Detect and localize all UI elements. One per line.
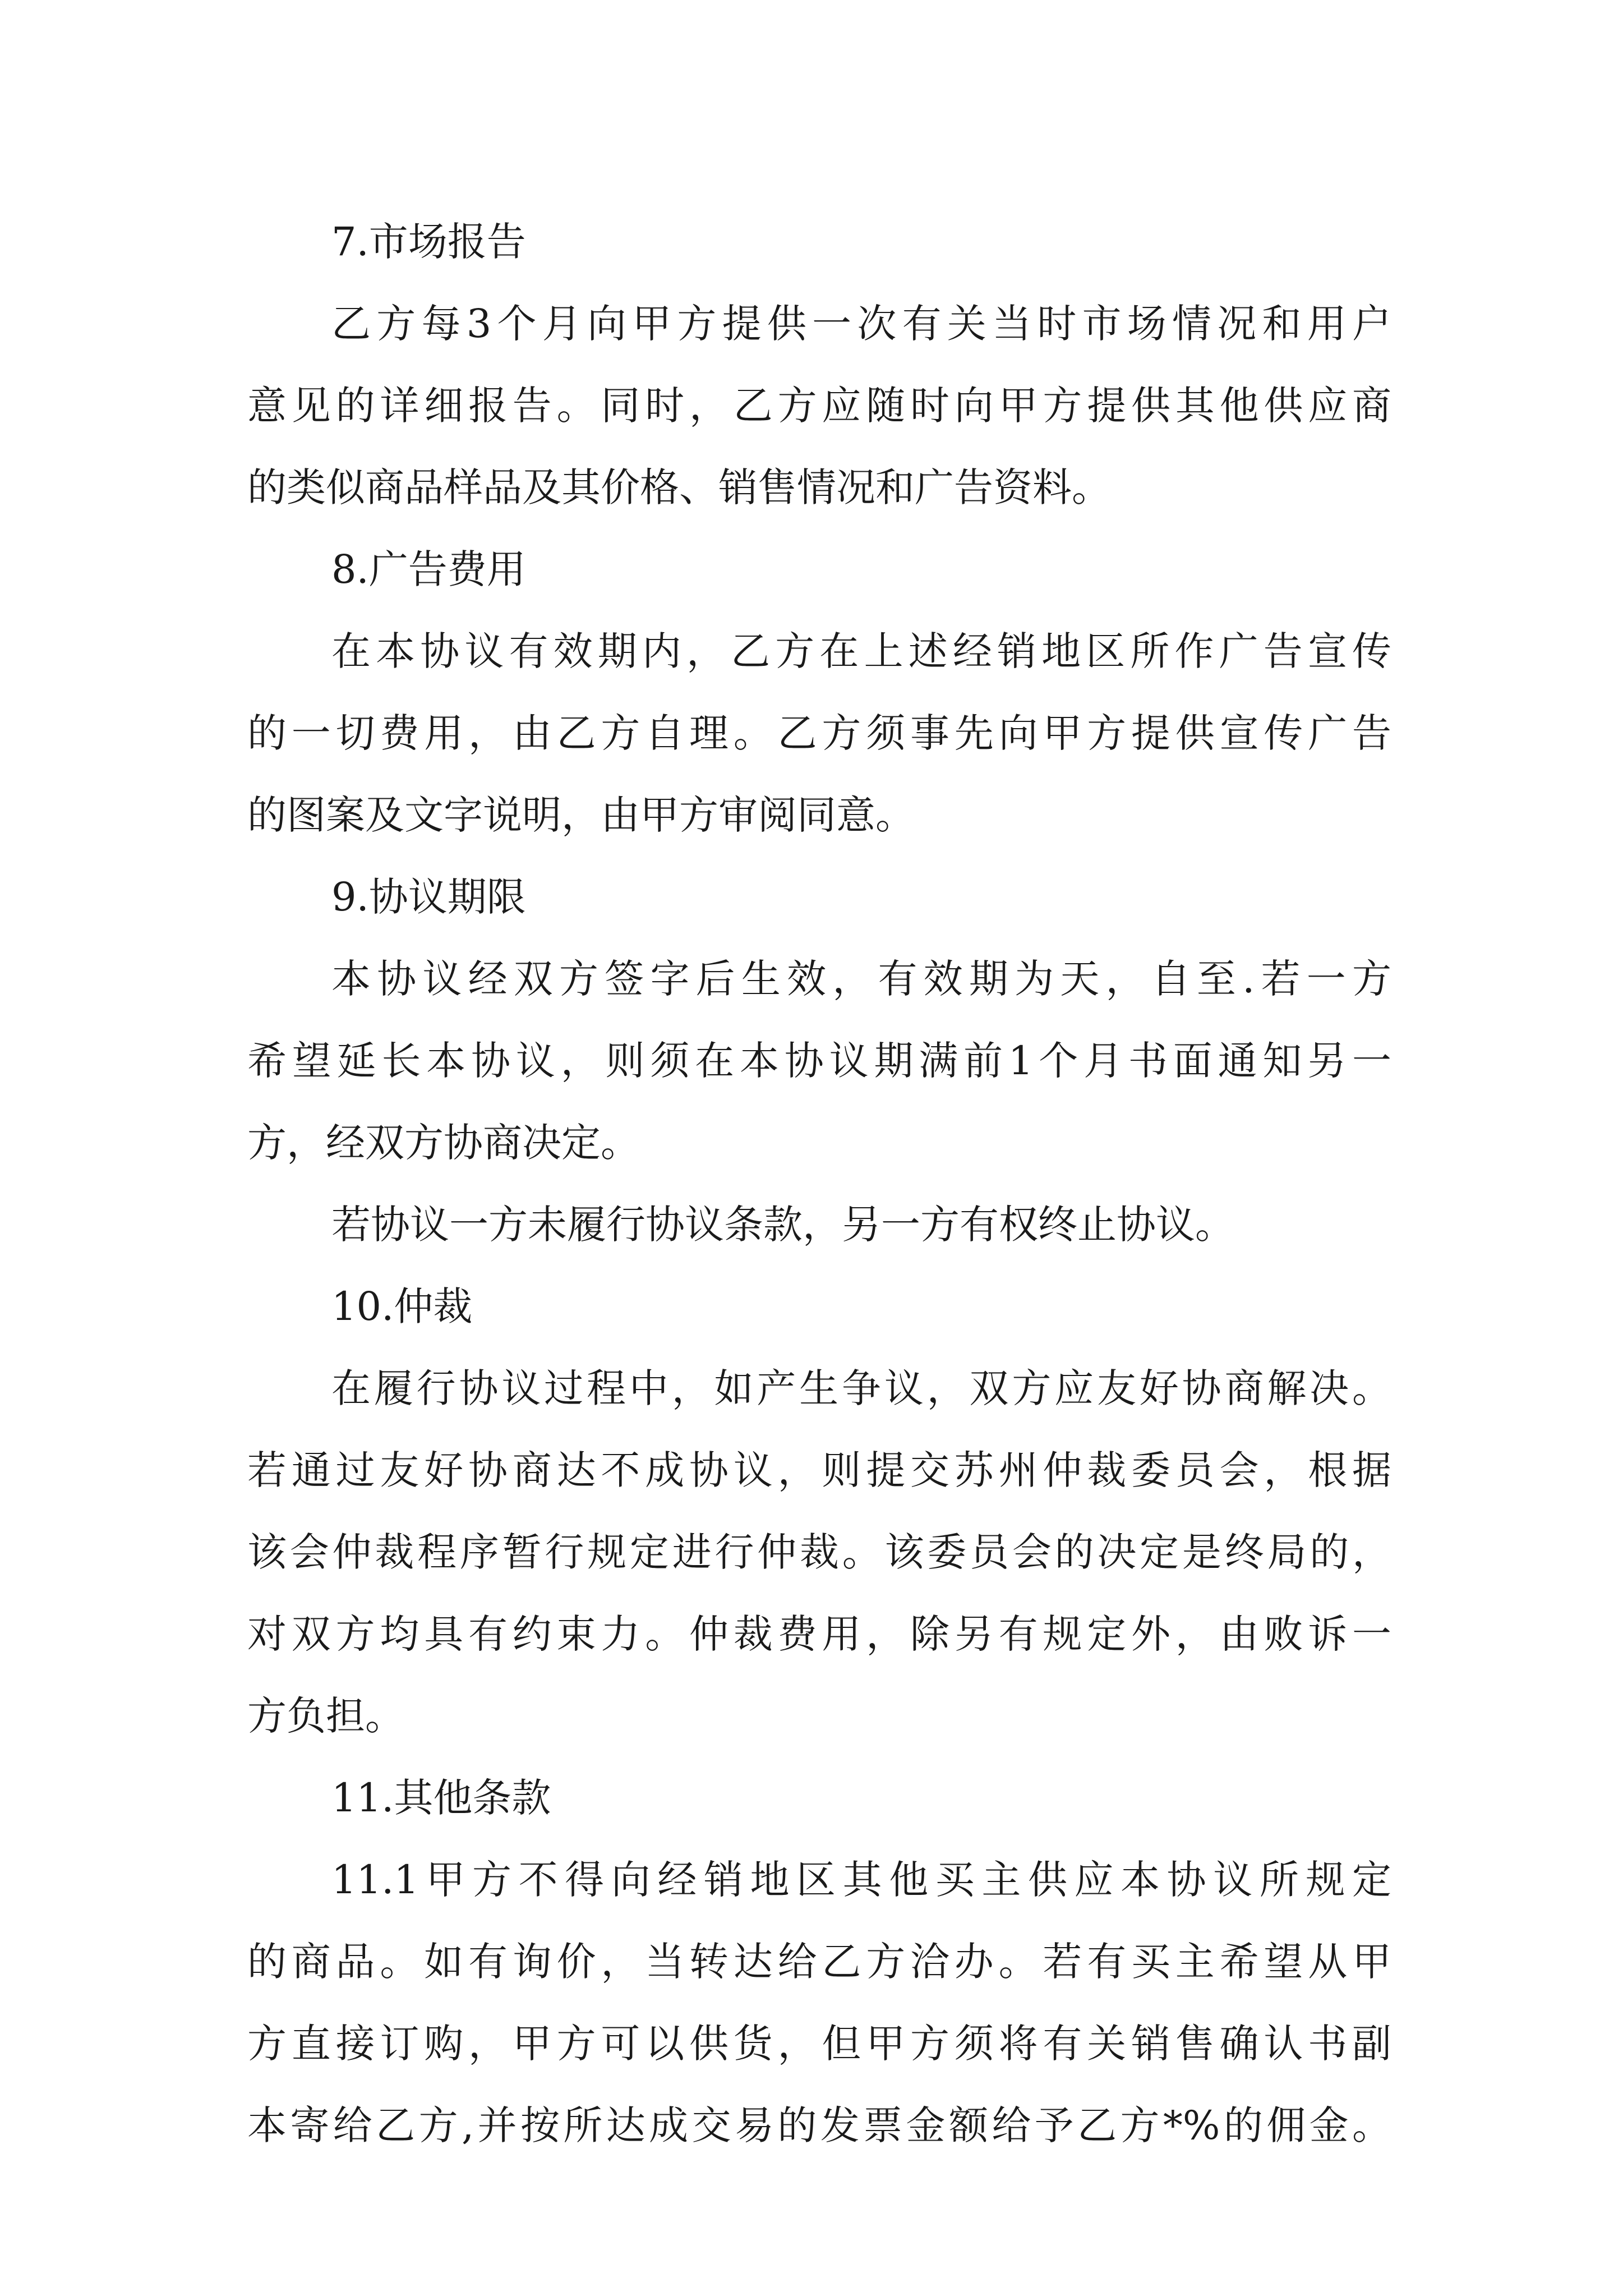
paragraph-line: 在本协议有效期内，乙方在上述经销地区所作广告宣传 xyxy=(331,628,1391,674)
paragraph-line: 的一切费用，由乙方自理。乙方须事先向甲方提供宣传广告 xyxy=(247,710,1391,756)
paragraph-line: 的图案及文字说明，由甲方审阅同意。 xyxy=(247,792,915,838)
paragraph-line: 本寄给乙方,并按所达成交易的发票金额给予乙方*%的佣金。 xyxy=(247,2102,1391,2148)
paragraph-line: 乙方每3个月向甲方提供一次有关当时市场情况和用户 xyxy=(331,301,1391,347)
section-heading-arbitration: 10.仲裁 xyxy=(331,1283,473,1329)
paragraph-line: 方，经双方协商决定。 xyxy=(247,1120,640,1166)
paragraph-line: 对双方均具有约束力。仲裁费用，除另有规定外，由败诉一 xyxy=(247,1611,1391,1657)
paragraph-line: 希望延长本协议，则须在本协议期满前1个月书面通知另一 xyxy=(247,1038,1391,1084)
document-body xyxy=(247,201,1391,2166)
paragraph-line: 意见的详细报告。同时，乙方应随时向甲方提供其他供应商 xyxy=(247,383,1391,429)
paragraph-line: 本协议经双方签字后生效，有效期为天，自至.若一方 xyxy=(331,956,1391,1002)
section-heading-market-report: 7.市场报告 xyxy=(331,219,526,265)
section-heading-agreement-term: 9.协议期限 xyxy=(331,874,526,920)
paragraph-line: 的商品。如有询价，当转达给乙方洽办。若有买主希望从甲 xyxy=(247,1939,1391,1985)
paragraph-line: 若通过友好协商达不成协议，则提交苏州仲裁委员会，根据 xyxy=(247,1447,1391,1493)
paragraph-line: 若协议一方未履行协议条款，另一方有权终止协议。 xyxy=(331,1202,1234,1248)
paragraph-line: 方负担。 xyxy=(247,1693,404,1739)
section-heading-advertising-cost: 8.广告费用 xyxy=(331,546,526,592)
section-heading-other-terms: 11.其他条款 xyxy=(331,1775,551,1821)
paragraph-line: 在履行协议过程中，如产生争议，双方应友好协商解决。 xyxy=(331,1365,1391,1411)
paragraph-line: 方直接订购，甲方可以供货，但甲方须将有关销售确认书副 xyxy=(247,2021,1391,2067)
paragraph-line: 该会仲裁程序暂行规定进行仲裁。该委员会的决定是终局的， xyxy=(247,1529,1391,1575)
paragraph-line: 11.1甲方不得向经销地区其他买主供应本协议所规定 xyxy=(331,1857,1391,1903)
paragraph-line: 的类似商品样品及其价格、销售情况和广告资料。 xyxy=(247,464,1111,510)
